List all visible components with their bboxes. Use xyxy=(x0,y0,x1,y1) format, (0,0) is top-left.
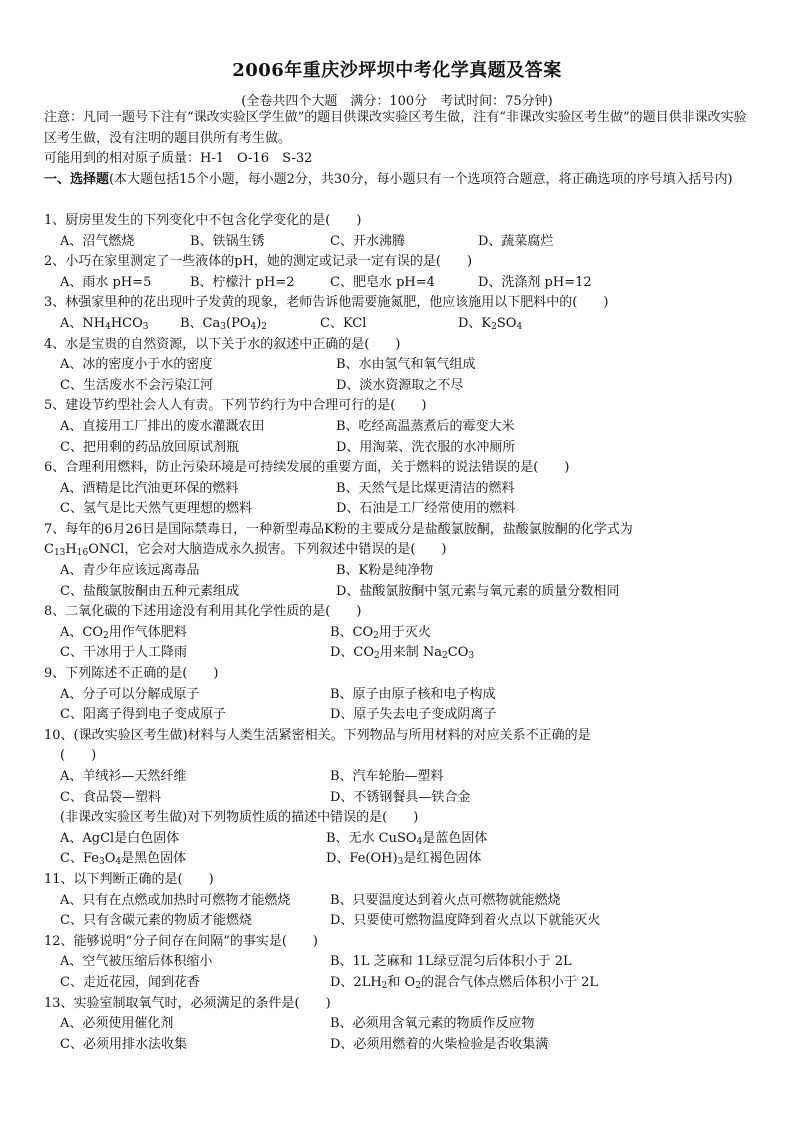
section-label: 一、选择题 xyxy=(44,171,110,187)
question-13-stem: 13、实验室制取氧气时，必须满足的条件是( ) xyxy=(44,995,331,1011)
question-3-stem: 3、林强家里种的花出现叶子发黄的现象，老师告诉他需要施氮肥，他应该施用以下肥料中的( ) xyxy=(44,295,609,311)
question-8-stem: 8、二氧化碳的下述用途没有利用其化学性质的是( ) xyxy=(44,604,362,620)
q9-option-c: C、阳离子得到电子变成原子 xyxy=(60,707,226,723)
question-4-options-row2 xyxy=(44,376,756,397)
question-7-options-row2 xyxy=(44,582,756,603)
q2-option-c: C、肥皂水 pH=4 xyxy=(330,274,435,290)
q1-option-c: C、开水沸腾 xyxy=(330,233,405,249)
q13-option-d: D、必须用燃着的火柴检验是否收集满 xyxy=(330,1036,549,1052)
q3-option-b: B、$Ca_3(PO_4)_2$ xyxy=(180,315,268,332)
q12-option-c: C、走近花园，闻到花香 xyxy=(60,974,200,990)
question-8-options-row2 xyxy=(44,643,756,664)
q5-option-b: B、吃经高温蒸煮后的霉变大米 xyxy=(336,418,515,434)
q1-option-b: B、铁锅生锈 xyxy=(190,233,265,249)
question-10-alt-options-row2 xyxy=(44,849,756,870)
question-11-stem: 11、以下判断正确的是( ) xyxy=(44,871,214,887)
question-5-stem: 5、建设节约型社会人人有责。下列节约行为中合理可行的是( ) xyxy=(44,398,427,414)
q12-option-a: A、空气被压缩后体积缩小 xyxy=(60,954,213,970)
question-9-stem: 9、下列陈述不正确的是( ) xyxy=(44,666,219,682)
q10-alt-option-d: D、$Fe(OH)_3$是红褐色固体 xyxy=(326,851,482,868)
q8-option-b: B、$CO_2$用于灭火 xyxy=(330,624,431,641)
q11-option-d: D、只要使可燃物温度降到着火点以下就能灭火 xyxy=(330,913,601,929)
page-subtitle: (全卷共四个大题 满分：100分 考试时间：75分钟) xyxy=(241,94,553,109)
q10-alt-option-b: B、无水 CuSO$_4$是蓝色固体 xyxy=(326,830,488,847)
question-10-options-row2 xyxy=(44,788,756,809)
q7-option-a: A、青少年应该远离毒品 xyxy=(60,563,200,579)
q11-option-b: B、只要温度达到着火点可燃物就能燃烧 xyxy=(330,892,561,908)
q6-option-c: C、氢气是比天然气更理想的燃料 xyxy=(60,501,252,517)
q10-option-c: C、食品袋—塑料 xyxy=(60,789,161,805)
q1-option-d: D、蔬菜腐烂 xyxy=(478,233,554,249)
q9-option-b: B、原子由原子核和电子构成 xyxy=(330,686,496,702)
q4-option-b: B、水由氢气和氧气组成 xyxy=(336,357,476,373)
question-4-options-row1 xyxy=(44,355,756,376)
q9-option-a: A、分子可以分解成原子 xyxy=(60,686,200,702)
question-1-stem: 1、厨房里发生的下列变化中不包含化学变化的是( ) xyxy=(44,212,362,228)
q3-option-a: A、$NH_4HCO_3$ xyxy=(60,315,149,332)
q10-option-b: B、汽车轮胎—塑料 xyxy=(330,769,444,784)
question-11-options-row1 xyxy=(44,891,756,912)
q9-option-d: D、原子失去电子变成阴离子 xyxy=(330,707,497,723)
q13-option-a: A、必须使用催化剂 xyxy=(60,1016,174,1032)
question-12-stem: 12、能够说明“分子间存在间隔”的事实是( ) xyxy=(44,933,318,949)
question-9-options-row2 xyxy=(44,705,756,726)
q8-option-c: C、干冰用于人工降雨 xyxy=(60,645,187,661)
q2-option-b: B、柠檬汁 pH=2 xyxy=(190,274,295,290)
q5-option-d: D、用淘菜、洗衣服的水冲厕所 xyxy=(336,439,516,455)
q5-option-a: A、直接用工厂排出的废水灌溉农田 xyxy=(60,418,265,434)
q6-option-a: A、酒精是比汽油更环保的燃料 xyxy=(60,480,239,496)
question-1-options xyxy=(44,232,756,253)
notice-text: 注意：凡同一题号下注有“课改实验区学生做”的题目供课改实验区考生做，注有“非课改实验区考生做”的题目供非课改实验区考生做，没有注明的题目供所有考生做。 xyxy=(44,110,747,146)
question-3-options xyxy=(44,314,756,335)
q11-option-c: C、只有含碳元素的物质才能燃烧 xyxy=(60,913,252,929)
q7-option-c: C、盐酸氯胺酮由五种元素组成 xyxy=(60,583,239,599)
question-5-options-row1 xyxy=(44,417,756,438)
q2-option-d: D、洗涤剂 pH=12 xyxy=(478,274,592,290)
section-heading xyxy=(44,170,756,211)
q10-alt-option-c: C、$Fe_3O_4$是黑色固体 xyxy=(60,851,187,868)
q12-option-b: B、1L 芝麻和 1L绿豆混匀后体积小于 2L xyxy=(330,954,572,970)
q6-option-d: D、石油是工厂经常使用的燃料 xyxy=(336,501,516,517)
q11-option-a: A、只有在点燃或加热时可燃物才能燃烧 xyxy=(60,892,291,908)
q12-option-d: D、$2LH_2$和 $O_2$的混合气体点燃后体积小于 2L xyxy=(330,974,598,991)
question-8-options-row1 xyxy=(44,623,756,644)
question-13-options-row2 xyxy=(44,1035,756,1056)
exam-body xyxy=(44,108,756,1055)
q4-option-a: A、冰的密度小于水的密度 xyxy=(60,357,213,373)
question-2-stem: 2、小巧在家里测定了一些液体的pH，她的测定或记录一定有误的是( ) xyxy=(44,254,473,270)
question-10-stem: 10、(课改实验区考生做)材料与人类生活紧密相关。下列物品与所用材料的对应关系不正确的是 xyxy=(44,727,591,743)
q2-option-a: A、雨水 pH=5 xyxy=(60,274,152,290)
page-title: 2006年重庆沙坪坝中考化学真题及答案 xyxy=(232,60,562,81)
q6-option-b: B、天然气是比煤更清洁的燃料 xyxy=(336,480,515,496)
question-6-stem: 6、合理利用燃料，防止污染环境是可持续发展的重要方面，关于燃料的说法错误的是( ) xyxy=(44,460,570,476)
q10-option-a: A、羊绒衫—天然纤维 xyxy=(60,769,187,784)
q10-option-d: D、不锈钢餐具—铁合金 xyxy=(330,789,471,805)
q7-option-b: B、K粉是纯净物 xyxy=(336,563,434,579)
question-12-options-row1 xyxy=(44,952,756,973)
q7-option-d: D、盐酸氯胺酮中氢元素与氧元素的质量分数相同 xyxy=(336,583,620,599)
question-10-bracket: ( ) xyxy=(60,748,97,764)
question-7-options-row1 xyxy=(44,561,756,582)
question-7-formula-line: $C_{13}H_{16}ONCl$，它会对大脑造成永久损害。下列叙述中错误的是( ) xyxy=(44,542,447,559)
question-10-alt-stem: (非课改实验区考生做)对下列物质性质的描述中错误的是( ) xyxy=(60,810,419,826)
question-6-options-row2 xyxy=(44,499,756,520)
q4-option-d: D、淡水资源取之不尽 xyxy=(336,377,464,393)
q13-option-b: B、必须用含氧元素的物质作反应物 xyxy=(330,1016,535,1032)
question-4-stem: 4、水是宝贵的自然资源，以下关于水的叙述中正确的是( ) xyxy=(44,336,401,352)
question-10-options-row1 xyxy=(44,767,756,788)
question-5-options-row2 xyxy=(44,438,756,459)
question-9-options-row1 xyxy=(44,685,756,706)
question-6-options-row1 xyxy=(44,479,756,500)
question-7-stem: 7、每年的6月26日是国际禁毒日，一种新型毒品K粉的主要成分是盐酸氯胺酮，盐酸氯胺酮的化学式为 xyxy=(44,521,633,537)
q10-alt-option-a: A、AgCl是白色固体 xyxy=(60,830,180,846)
question-10-alt-options-row1 xyxy=(44,829,756,850)
q13-option-c: C、必须用排水法收集 xyxy=(60,1036,187,1052)
q4-option-c: C、生活废水不会污染江河 xyxy=(60,377,213,393)
q3-option-d: D、$K_2SO_4$ xyxy=(458,315,523,332)
question-11-options-row2 xyxy=(44,911,756,932)
section-desc: (本大题包括15个小题，每小题2分，共30分，每小题只有一个选项符合题意，将正确选项的序号填入括号内) xyxy=(109,171,733,187)
q1-option-a: A、沼气燃烧 xyxy=(60,233,135,249)
q8-option-a: A、$CO_2$用作气体肥料 xyxy=(60,624,187,641)
atomic-mass-line: 可能用到的相对原子质量：H-1 O-16 S-32 xyxy=(44,151,313,167)
question-12-options-row2 xyxy=(44,973,756,994)
q5-option-c: C、把用剩的药品放回原试剂瓶 xyxy=(60,439,239,455)
q3-option-c: C、KCl xyxy=(320,315,367,331)
question-2-options xyxy=(44,273,756,294)
q8-option-d: D、$CO_2$用来制 $Na_2CO_3$ xyxy=(330,645,475,662)
question-13-options-row1 xyxy=(44,1014,756,1035)
